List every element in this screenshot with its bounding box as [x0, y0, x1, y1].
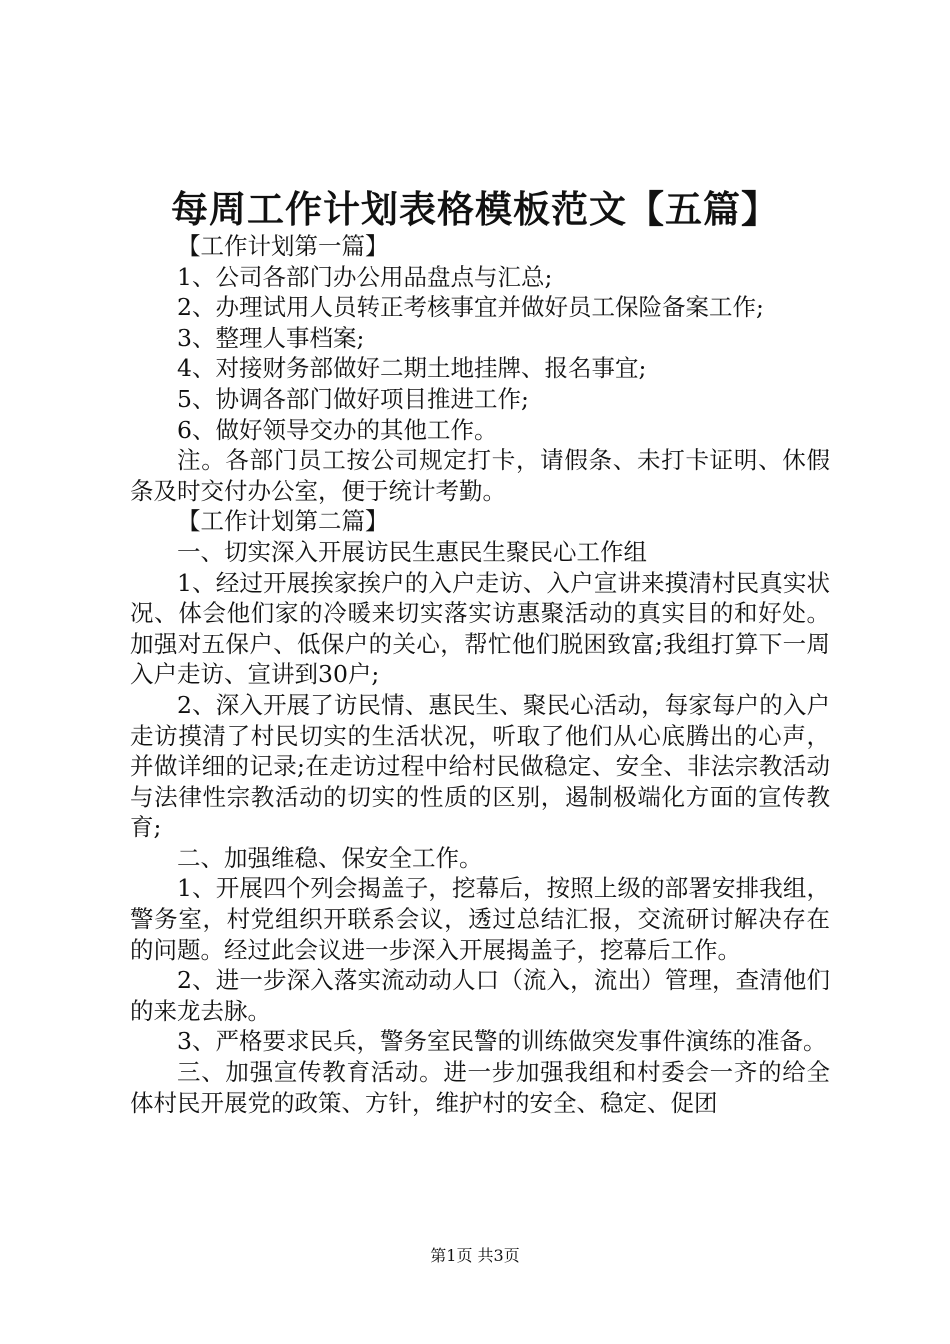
page-number-footer: 第1页 共3页 [430, 1246, 520, 1265]
paragraph: 2、深入开展了访民情、惠民生、聚民心活动，每家每户的入户走访摸清了村民切实的生活状况，听取了他们从心底腾出的心声，并做详细的记录;在走访过程中给村民做稳定、安全、非法宗教活动与法律性宗教活动的切实的性质的区别，遏制极端化方面的宣传教育; [130, 690, 830, 842]
section-heading-1: 【工作计划第一篇】 [177, 232, 389, 260]
paragraph: 三、加强宣传教育活动。进一步加强我组和村委会一齐的给全体村民开展党的政策、方针，维护村的安全、稳定、促团 [130, 1058, 830, 1117]
paragraph: 3、整理人事档案; [177, 323, 365, 352]
paragraph: 二、加强维稳、保安全工作。 [177, 843, 483, 872]
paragraph: 6、做好领导交办的其他工作。 [177, 415, 498, 444]
paragraph: 3、严格要求民兵，警务室民警的训练做突发事件演练的准备。 [177, 1027, 827, 1056]
paragraph: 2、进一步深入落实流动动人口（流入，流出）管理，查清他们的来龙去脉。 [130, 966, 830, 1025]
paragraph: 2、办理试用人员转正考核事宜并做好员工保险备案工作; [177, 293, 764, 322]
note-paragraph: 注。各部门员工按公司规定打卡，请假条、未打卡证明、休假条及时交付办公室，便于统计考勤。 [130, 446, 830, 505]
paragraph: 5、协调各部门做好项目推进工作; [177, 384, 529, 413]
document-body [130, 231, 830, 1118]
section-heading-2: 【工作计划第二篇】 [177, 507, 389, 536]
document-title: 每周工作计划表格模板范文【五篇】 [171, 187, 779, 231]
paragraph: 1、公司各部门办公用品盘点与汇总; [177, 262, 553, 291]
paragraph: 1、开展四个列会揭盖子，挖幕后，按照上级的部署安排我组，警务室，村党组织开联系会议，透过总结汇报，交流研讨解决存在的问题。经过此会议进一步深入开展揭盖子，挖幕后工作。 [130, 874, 830, 964]
paragraph: 1、经过开展挨家挨户的入户走访、入户宣讲来摸清村民真实状况、体会他们家的冷暖来切实落实访惠聚活动的真实目的和好处。加强对五保户、低保户的关心，帮忙他们脱困致富;我组打算下一周入户走访、宣讲到30户; [130, 568, 830, 689]
paragraph: 4、对接财务部做好二期土地挂牌、报名事宜; [177, 354, 647, 383]
paragraph: 一、切实深入开展访民生惠民生聚民心工作组 [177, 537, 647, 566]
